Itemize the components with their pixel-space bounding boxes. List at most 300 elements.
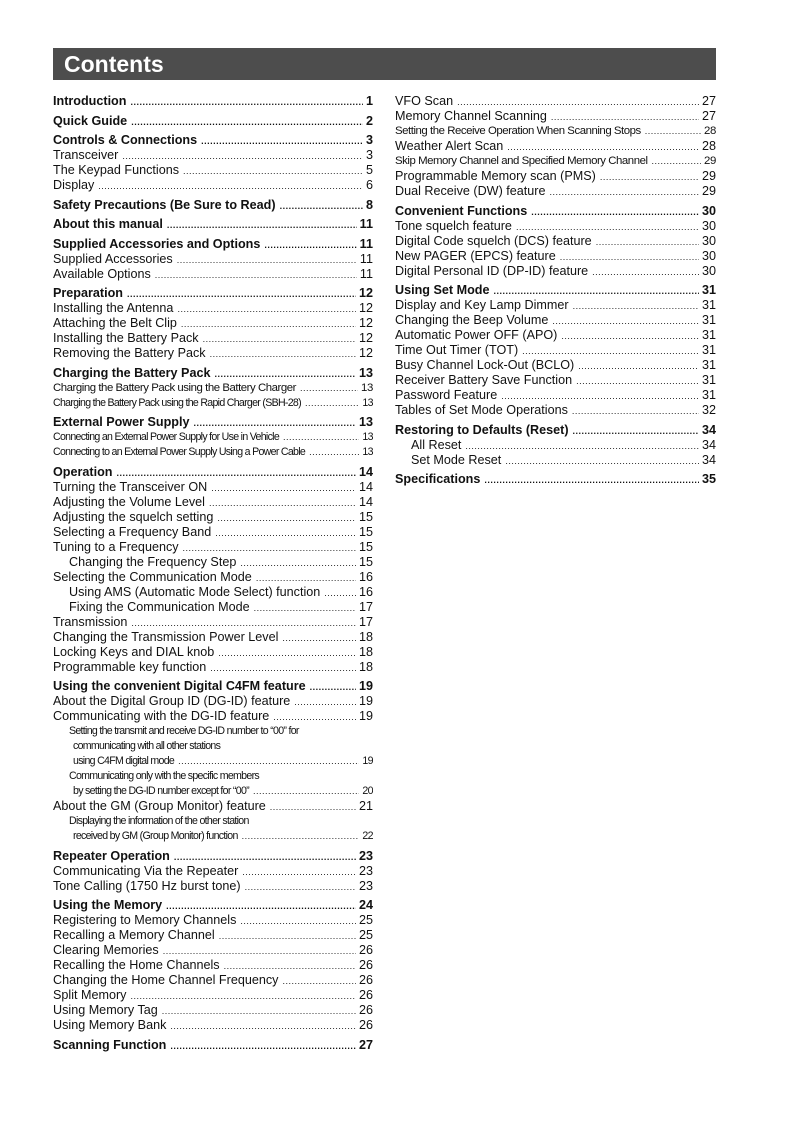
toc-entry[interactable] [395,403,716,418]
toc-entry[interactable] [53,510,373,525]
toc-entry-title: Adjusting the Volume Level [53,494,205,509]
toc-entry-title: Time Out Timer (TOT) [395,343,519,357]
toc-page-number: 18 [358,659,373,674]
toc-page-number: 26 [358,958,373,972]
toc-dot-leader [155,268,357,282]
toc-entry[interactable] [395,298,716,313]
toc-section-entry[interactable] [53,465,373,480]
toc-entry-title: Receiver Battery Save Function [395,373,573,387]
toc-page-number: 31 [701,313,716,327]
toc-entry-title: Repeater Operation [53,848,170,863]
toc-section-entry[interactable] [53,133,373,148]
toc-entry[interactable] [395,313,716,328]
toc-entry[interactable] [53,430,373,445]
toc-page-number: 26 [358,988,373,1002]
toc-page-number: 11 [359,217,373,231]
toc-page-number: 16 [358,569,373,584]
toc-dot-leader [507,140,699,154]
toc-page-number: 3 [365,148,373,162]
toc-dot-leader [560,250,699,264]
toc-page-number: 23 [358,848,373,863]
toc-entry-title: Setting the Receive Operation When Scanning Stops [395,125,641,137]
toc-entry-title: Locking Keys and DIAL knob [53,644,215,659]
toc-entry-title: by setting the DG-ID number except for “00” [73,785,249,797]
toc-entry[interactable] [395,328,716,343]
toc-entry-title: Removing the Battery Pack [53,346,206,360]
toc-page-number: 31 [701,283,716,297]
toc-page-number: 14 [358,479,373,494]
toc-section-entry[interactable] [53,898,373,913]
toc-dot-leader [178,754,359,769]
toc-entry-title: Introduction [53,94,127,108]
toc-entry[interactable] [53,1003,373,1018]
toc-dot-leader [596,235,699,249]
toc-dot-leader [573,424,699,438]
toc-dot-leader [305,396,359,411]
toc-entry[interactable] [53,864,373,879]
toc-entry-title: Supplied Accessories and Options [53,236,261,251]
toc-page-number: 11 [359,251,373,266]
toc-entry-title: Password Feature [395,388,498,402]
toc-page-number: 29 [701,169,716,183]
toc-dot-leader [224,959,356,973]
toc-entry-title: Charging the Battery Pack using the Battery Charger [53,381,296,394]
toc-dot-leader [516,220,699,234]
toc-dot-leader [600,170,699,184]
toc-entry[interactable] [395,438,716,453]
toc-page-number: 30 [701,218,716,233]
toc-section-entry[interactable] [53,415,373,430]
toc-page-number: 31 [701,298,716,312]
toc-page-number: 32 [701,403,716,417]
toc-dot-leader [465,439,699,453]
toc-dot-leader [116,466,356,480]
toc-dot-leader [162,1004,356,1018]
toc-entry-title: Digital Personal ID (DP-ID) feature [395,263,589,278]
toc-page-number: 30 [701,233,716,248]
toc-page-number: 15 [358,539,373,554]
toc-page-number: 19 [362,755,373,767]
toc-entry-title: Transmission [53,614,128,629]
toc-entry[interactable] [53,331,373,346]
toc-entry-title: Tone squelch feature [395,218,512,233]
toc-section-entry[interactable] [53,198,373,213]
toc-page-number: 12 [358,316,373,330]
toc-dot-leader [264,238,356,252]
toc-entry[interactable] [53,585,373,600]
toc-page-number: 18 [358,644,373,659]
toc-page-number: 23 [358,863,373,878]
toc-entry[interactable] [53,913,373,928]
toc-entry[interactable] [53,645,373,660]
toc-entry-title: Split Memory [53,988,127,1002]
toc-entry-title: About the GM (Group Monitor) feature [53,799,266,813]
toc-dot-leader [242,829,360,844]
toc-entry-title: Programmable key function [53,659,207,674]
toc-entry[interactable] [53,799,373,814]
toc-entry-title: Tone Calling (1750 Hz burst tone) [53,878,241,893]
toc-page-number: 17 [358,599,373,614]
toc-page-number: 31 [701,388,716,402]
toc-entry-title: Using the convenient Digital C4FM feature [53,679,306,693]
toc-entry[interactable] [53,943,373,958]
toc-page-number: 13 [358,365,373,380]
toc-entry-title: Using the Memory [53,898,163,912]
toc-entry[interactable] [53,958,373,973]
toc-entry[interactable] [53,163,373,178]
toc-page-number: 13 [361,381,373,394]
toc-dot-leader [240,556,356,570]
toc-section-entry[interactable] [395,283,716,298]
toc-page-number: 5 [365,163,373,177]
toc-entry-title: Skip Memory Channel and Specified Memory Channel [395,155,648,167]
toc-entry-title: Communicating with the DG-ID feature [53,709,270,723]
toc-page-number: 12 [358,346,373,360]
toc-dot-leader [309,445,359,460]
toc-dot-leader [214,367,356,381]
toc-entry-title: Using Memory Tag [53,1003,158,1017]
toc-page-number: 12 [358,331,373,345]
toc-entry[interactable] [53,396,373,411]
toc-dot-leader [652,154,701,169]
toc-dot-leader [522,344,699,358]
toc-entry-title: Communicating Via the Repeater [53,863,239,878]
toc-entry-title: Installing the Antenna [53,301,174,315]
toc-page-number: 19 [358,679,373,693]
toc-dot-leader [131,115,363,129]
toc-section-entry[interactable] [53,286,373,301]
toc-page-number: 15 [358,554,373,569]
toc-entry-title: Using Memory Bank [53,1018,167,1032]
toc-page-number: 31 [701,328,716,342]
toc-page-number: 14 [358,494,373,509]
toc-dot-leader [300,381,358,396]
toc-page-number: 6 [365,178,373,192]
toc-entry[interactable] [53,267,373,282]
toc-dot-leader [217,511,356,525]
toc-entry-title: Turning the Transceiver ON [53,479,208,494]
toc-page-number: 12 [358,301,373,315]
toc-dot-leader [572,404,699,418]
toc-dot-leader [183,541,356,555]
toc-continuation-line: Communicating only with the specific members [69,770,259,782]
toc-page-number: 23 [358,878,373,893]
toc-page-number: 16 [358,584,373,599]
toc-entry-title: Weather Alert Scan [395,139,504,153]
toc-page-number: 19 [358,694,373,708]
toc-entry[interactable] [53,784,373,799]
toc-section-entry[interactable] [53,679,373,694]
toc-section-entry[interactable] [395,204,716,219]
toc-entry-title: About this manual [53,217,163,231]
toc-entry-title: Fixing the Communication Mode [69,599,250,614]
toc-page-number: 24 [358,898,373,912]
toc-entry-title: New PAGER (EPCS) feature [395,248,556,263]
toc-dot-leader [254,601,356,615]
toc-entry[interactable] [53,346,373,361]
toc-continuation-line: Displaying the information of the other station [69,815,249,827]
toc-entry[interactable] [53,148,373,163]
toc-entry[interactable] [395,184,716,199]
toc-entry[interactable] [395,358,716,373]
toc-page-number: 3 [365,133,373,147]
toc-page-number: 31 [701,358,716,372]
toc-entry[interactable] [53,754,373,769]
toc-dot-leader [193,416,356,430]
toc-section-entry[interactable] [395,423,716,438]
toc-entry[interactable] [53,709,373,724]
toc-entry[interactable] [53,381,373,396]
toc-entry-title: Programmable Memory scan (PMS) [395,169,596,183]
page-title: Contents [64,51,164,77]
toc-column-left [53,94,373,1053]
toc-page-number: 2 [365,113,373,128]
toc-entry-title: Busy Channel Lock-Out (BCLO) [395,358,575,372]
toc-entry-title: Memory Channel Scanning [395,109,547,123]
toc-page-number: 14 [358,464,373,479]
toc-entry-title: Tables of Set Mode Operations [395,403,568,417]
toc-entry[interactable] [395,249,716,264]
toc-entry[interactable] [53,480,373,495]
toc-entry[interactable] [53,630,373,645]
toc-entry-title: Tuning to a Frequency [53,539,179,554]
toc-entry-title: Connecting an External Power Supply for Use in Vehicle [53,431,280,443]
toc-dot-leader [240,914,356,928]
toc-continuation-line: communicating with all other stations [73,740,221,752]
toc-entry[interactable] [53,928,373,943]
toc-entry[interactable] [53,1018,373,1033]
toc-entry-title: Safety Precautions (Be Sure to Read) [53,197,276,212]
toc-entry-title: using C4FM digital mode [73,755,175,767]
toc-section-entry[interactable] [53,1038,373,1053]
toc-dot-leader [181,317,356,331]
toc-dot-leader [170,1019,356,1033]
toc-entry[interactable] [395,234,716,249]
toc-entry[interactable] [53,694,373,709]
toc-dot-leader [552,314,699,328]
toc-entry-title: The Keypad Functions [53,163,180,177]
toc-entry[interactable] [395,343,716,358]
toc-entry[interactable] [53,660,373,675]
toc-entry[interactable] [53,570,373,585]
toc-entry[interactable] [53,879,373,894]
toc-section-entry[interactable] [53,849,373,864]
toc-dot-leader [166,899,356,913]
toc-entry[interactable] [395,154,716,169]
toc-dot-leader [177,302,356,316]
toc-section-entry[interactable] [53,217,373,232]
toc-page-number: 25 [358,928,373,942]
toc-page-number: 15 [358,509,373,524]
toc-section-entry[interactable] [53,94,373,109]
toc-entry-title: Changing the Home Channel Frequency [53,973,279,987]
toc-dot-leader [282,974,356,988]
toc-entry-title: Changing the Frequency Step [69,554,237,569]
toc-dot-leader [283,430,359,445]
toc-dot-leader [130,95,363,109]
toc-dot-leader [578,359,699,373]
toc-dot-leader [245,880,356,894]
toc-entry[interactable] [395,373,716,388]
toc-dot-leader [174,850,356,864]
toc-dot-leader [122,149,363,163]
toc-entry-title: Transceiver [53,148,119,162]
toc-dot-leader [210,347,356,361]
toc-section-entry[interactable] [53,114,373,129]
toc-entry-title: Registering to Memory Channels [53,913,237,927]
toc-entry-title: Display [53,178,95,192]
toc-dot-leader [130,989,356,1003]
toc-page-number: 25 [358,913,373,927]
toc-entry-title: Changing the Beep Volume [395,313,549,327]
toc-entry[interactable] [395,219,716,234]
toc-page-number: 13 [362,396,373,409]
toc-page-number: 29 [701,184,716,198]
toc-dot-leader [183,164,363,178]
toc-section-entry[interactable] [53,237,373,252]
toc-dot-leader [219,929,356,943]
toc-entry-title: Specifications [395,472,481,486]
toc-page-number: 27 [701,109,716,123]
toc-entry[interactable] [53,600,373,615]
toc-page-number: 28 [701,139,716,153]
toc-dot-leader [561,329,699,343]
toc-entry-title: Recalling the Home Channels [53,958,220,972]
toc-dot-leader [294,695,356,709]
toc-page-number: 18 [358,629,373,644]
toc-entry-title: Adjusting the squelch setting [53,509,214,524]
toc-entry[interactable] [395,264,716,279]
toc-column-right [395,94,716,487]
toc-entry[interactable] [395,388,716,403]
toc-page-number: 22 [362,830,373,842]
toc-page-number: 1 [365,94,373,108]
toc-page-number: 27 [701,94,716,108]
toc-entry[interactable] [53,540,373,555]
toc-dot-leader [310,680,356,694]
toc-entry-title: Using Set Mode [395,283,490,297]
toc-entry-title: Selecting a Frequency Band [53,524,212,539]
toc-page-number: 21 [358,799,373,813]
toc-page-number: 31 [701,373,716,387]
toc-entry[interactable] [53,301,373,316]
toc-section-entry[interactable] [53,366,373,381]
toc-entry[interactable] [395,169,716,184]
toc-entry-title: Operation [53,464,113,479]
toc-entry[interactable] [53,555,373,570]
toc-dot-leader [211,481,356,495]
toc-entry-title: Controls & Connections [53,133,198,147]
toc-dot-leader [324,586,356,600]
toc-entry[interactable] [53,445,373,460]
toc-page-number: 26 [358,943,373,957]
toc-page-number: 26 [358,1018,373,1032]
toc-dot-leader [215,526,356,540]
contents-header [53,48,716,80]
toc-dot-leader [505,454,699,468]
toc-entry[interactable] [53,988,373,1003]
toc-entry[interactable] [53,829,373,844]
toc-dot-leader [273,710,356,724]
toc-page-number: 8 [365,197,373,212]
toc-dot-leader [493,284,699,298]
toc-entry-title: Charging the Battery Pack using the Rapid Charger (SBH-28) [53,396,301,409]
toc-dot-leader [253,784,359,799]
toc-entry-title: Convenient Functions [395,203,528,218]
toc-dot-leader [209,496,356,510]
toc-page-number: 35 [701,472,716,486]
toc-entry-title: Automatic Power OFF (APO) [395,328,558,342]
toc-dot-leader [203,332,356,346]
toc-entry-title: Supplied Accessories [53,251,173,266]
toc-entry-title: Scanning Function [53,1037,167,1052]
toc-dot-leader [218,646,356,660]
toc-entry[interactable] [395,94,716,109]
toc-page-number: 26 [358,1003,373,1017]
toc-page-number: 29 [704,155,716,167]
toc-page-number: 30 [701,263,716,278]
toc-entry[interactable] [53,973,373,988]
toc-dot-leader [127,287,356,301]
toc-entry-title: Charging the Battery Pack [53,365,211,380]
toc-page-number: 11 [359,236,373,251]
toc-entry-title: Set Mode Reset [411,452,502,467]
toc-entry-title: Clearing Memories [53,943,159,957]
toc-entry[interactable] [395,139,716,154]
toc-page-number: 20 [362,785,373,797]
toc-entry[interactable] [53,615,373,630]
toc-entry[interactable] [53,316,373,331]
toc-entry[interactable] [53,252,373,267]
toc-entry-title: Available Options [53,266,151,281]
toc-entry-title: Recalling a Memory Channel [53,928,215,942]
toc-entry[interactable] [395,453,716,468]
toc-page-number: 13 [362,431,373,443]
toc-dot-leader [282,631,356,645]
toc-continuation-line: Setting the transmit and receive DG-ID number to “00” for [69,725,299,737]
toc-page-number: 28 [704,125,716,137]
toc-entry-title: External Power Supply [53,415,190,429]
toc-page-number: 30 [701,203,716,218]
toc-entry-title: Attaching the Belt Clip [53,316,177,330]
toc-section-entry[interactable] [395,472,716,487]
toc-dot-leader [592,265,699,279]
toc-entry-title: Changing the Transmission Power Level [53,629,279,644]
toc-page-number: 34 [701,452,716,467]
toc-page-number: 13 [362,446,373,458]
toc-page-number: 27 [358,1037,373,1052]
toc-entry-title: Preparation [53,286,123,300]
toc-dot-leader [131,616,356,630]
toc-entry-title: Connecting to an External Power Supply Using a Power Cable [53,446,306,458]
toc-entry[interactable] [395,124,716,139]
toc-dot-leader [576,374,699,388]
toc-dot-leader [573,299,699,313]
toc-entry[interactable] [53,178,373,193]
toc-dot-leader [210,661,356,675]
toc-entry-title: Restoring to Defaults (Reset) [395,422,569,437]
toc-entry[interactable] [395,109,716,124]
toc-entry[interactable] [53,525,373,540]
toc-page-number: 13 [358,415,373,429]
toc-page-number: 34 [701,437,716,452]
toc-entry[interactable] [53,495,373,510]
toc-page-number: 34 [701,422,716,437]
toc-dot-leader [170,1039,356,1053]
toc-dot-leader [549,185,699,199]
toc-dot-leader [201,134,363,148]
toc-dot-leader [457,95,699,109]
